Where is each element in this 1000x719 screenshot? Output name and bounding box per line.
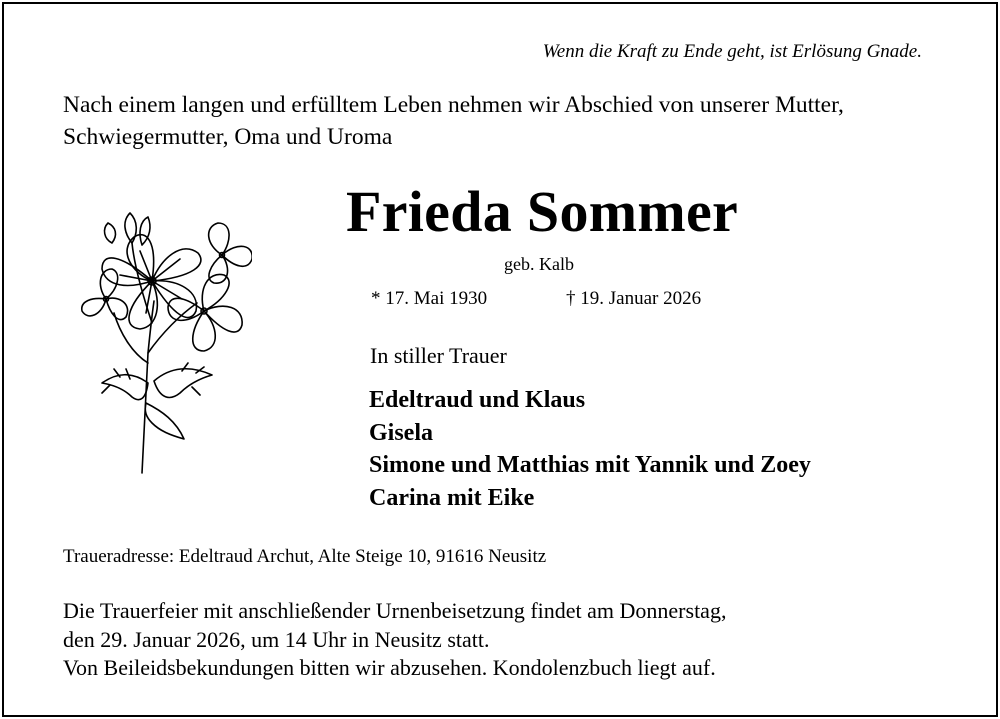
mourning-phrase: In stiller Trauer	[370, 343, 507, 368]
deceased-name: Frieda Sommer	[346, 179, 739, 244]
maiden-name: geb. Kalb	[504, 254, 574, 274]
death-date: † 19. Januar 2026	[566, 288, 702, 309]
intro-text: Nach einem langen und erfülltem Leben nehmen wir Abschied von unserer Mutter, Schwiegermutter, Oma und Uroma	[63, 92, 844, 150]
funeral-notice	[63, 597, 943, 683]
family-list	[369, 384, 969, 514]
motto: Wenn die Kraft zu Ende geht, ist Erlösung Gnade.	[542, 41, 922, 62]
family-member: Carina mit Eike	[369, 484, 535, 511]
notice-line: den 29. Januar 2026, um 14 Uhr in Neusitz statt.	[63, 626, 490, 652]
geranium-flower-icon	[72, 203, 252, 478]
birth-date: * 17. Mai 1930	[371, 288, 488, 309]
notice-line: Von Beileidsbekundungen bitten wir abzusehen. Kondolenzbuch liegt auf.	[63, 655, 716, 680]
family-member: Simone und Matthias mit Yannik und Zoey	[369, 452, 811, 478]
notice-line: Die Trauerfeier mit anschließender Urnenbeisetzung findet am Donnerstag,	[63, 598, 727, 623]
mourning-address: Traueradresse: Edeltraud Archut, Alte Steige 10, 91616 Neusitz	[63, 546, 547, 567]
family-member: Gisela	[369, 419, 433, 446]
family-member: Edeltraud und Klaus	[369, 387, 586, 413]
